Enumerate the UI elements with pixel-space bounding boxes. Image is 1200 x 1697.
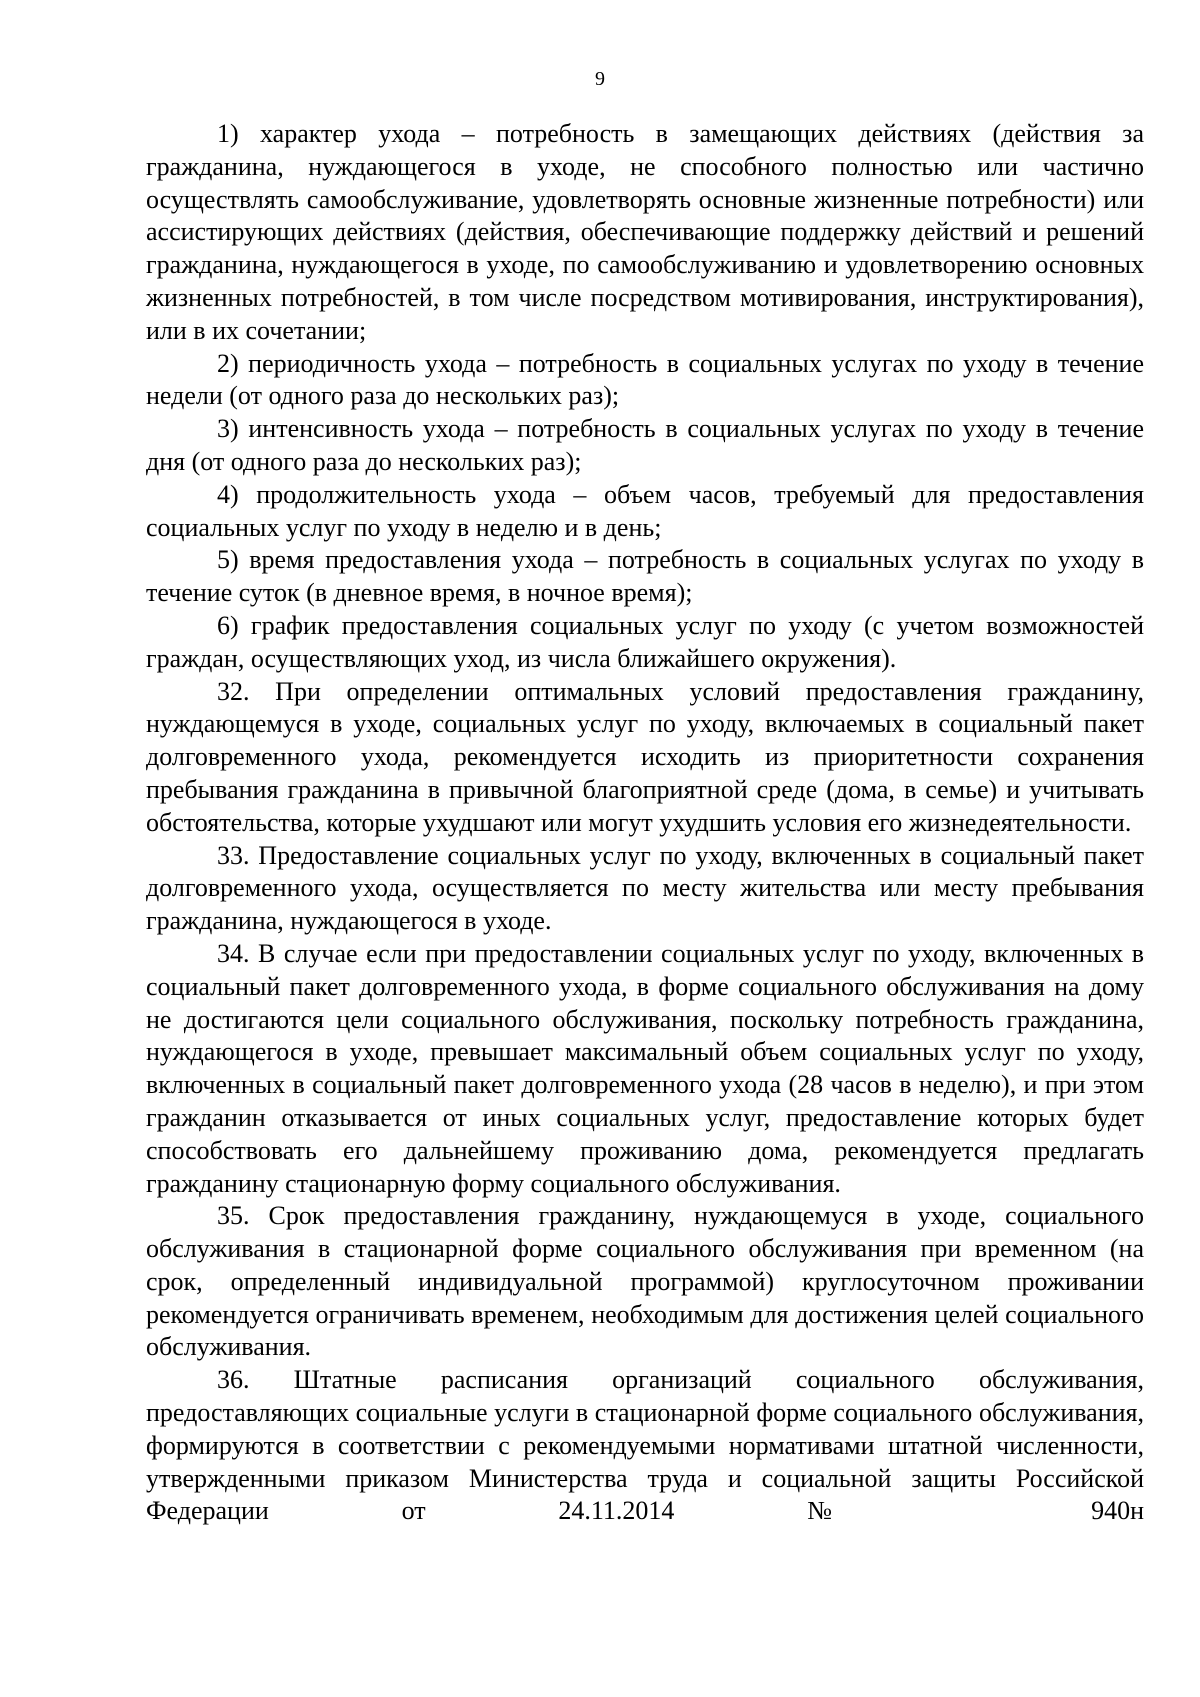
page-number: 9 bbox=[595, 68, 605, 90]
paragraph-care-time: 5) время предоставления ухода – потребность в социальных услугах по уходу в течение суток (в дневное время, в ночное время); bbox=[146, 545, 1144, 608]
paragraph-32: 32. При определении оптимальных условий предоставления гражданину, нуждающемуся в уходе, социальных услуг по уходу, включаемых в социальный пакет долговременного ухода, рекомендуется исходить из приоритетности сохранения пребывания гражданина в привычной благоприятной среде (дома, в семье) и учитывать обстоятельства, которые ухудшают или могут ухудшить условия его жизнедеятельности. bbox=[146, 676, 1144, 837]
document-body bbox=[146, 118, 1144, 1528]
paragraph-36: 36. Штатные расписания организаций социального обслуживания, предоставляющих социальные услуги в стационарной форме социального обслуживания, формируются в соответствии с рекомендуемыми нормативами штатной численности, утвержденными приказом Министерства труда и социальной защиты Российской Федерации от 24.11.2014 № 940н bbox=[146, 1365, 1144, 1526]
paragraph-care-intensity: 3) интенсивность ухода – потребность в социальных услугах по уходу в течение дня (от одного раза до нескольких раз); bbox=[146, 414, 1144, 476]
paragraph-34: 34. В случае если при предоставлении социальных услуг по уходу, включенных в социальный пакет долговременного ухода, в форме социального обслуживания на дому не достигаются цели социального обслуживания, поскольку потребность гражданина, нуждающегося в уходе, превышает максимальный объем социальных услуг по уходу, включенных в социальный пакет долговременного ухода (28 часов в неделю), и при этом гражданин отказывается от иных социальных услуг, предоставление которых будет способствовать его дальнейшему проживанию дома, рекомендуется предлагать гражданину стационарную форму социального обслуживания. bbox=[146, 938, 1144, 1198]
paragraph-care-character: 1) характер ухода – потребность в замещающих действиях (действия за гражданина, нуждающегося в уходе, не способного полностью или частично осуществлять самообслуживание, удовлетворять основные жизненные потребности) или ассистирующих действиях (действия, обеспечивающие поддержку действий и решений гражданина, нуждающегося в уходе, по самообслуживанию и удовлетворению основных жизненных потребностей, в том числе посредством мотивирования, инструктирования), или в их сочетании; bbox=[146, 119, 1144, 345]
paragraph-care-periodicity: 2) периодичность ухода – потребность в социальных услугах по уходу в течение недели (от одного раза до нескольких раз); bbox=[146, 348, 1144, 411]
paragraph-care-schedule: 6) график предоставления социальных услуг по уходу (с учетом возможностей граждан, осуществляющих уход, из числа ближайшего окружения). bbox=[146, 610, 1144, 673]
paragraph-33: 33. Предоставление социальных услуг по уходу, включенных в социальный пакет долговременного ухода, осуществляется по месту жительства или месту пребывания гражданина, нуждающегося в уходе. bbox=[146, 840, 1144, 936]
paragraph-35: 35. Срок предоставления гражданину, нуждающемуся в уходе, социального обслуживания в стационарной форме социального обслуживания при временном (на срок, определенный индивидуальной программой) круглосуточном проживании рекомендуется ограничивать временем, необходимым для достижения целей социального обслуживания. bbox=[146, 1201, 1144, 1362]
paragraph-care-duration: 4) продолжительность ухода – объем часов, требуемый для предоставления социальных услуг по уходу в неделю и в день; bbox=[146, 479, 1144, 542]
